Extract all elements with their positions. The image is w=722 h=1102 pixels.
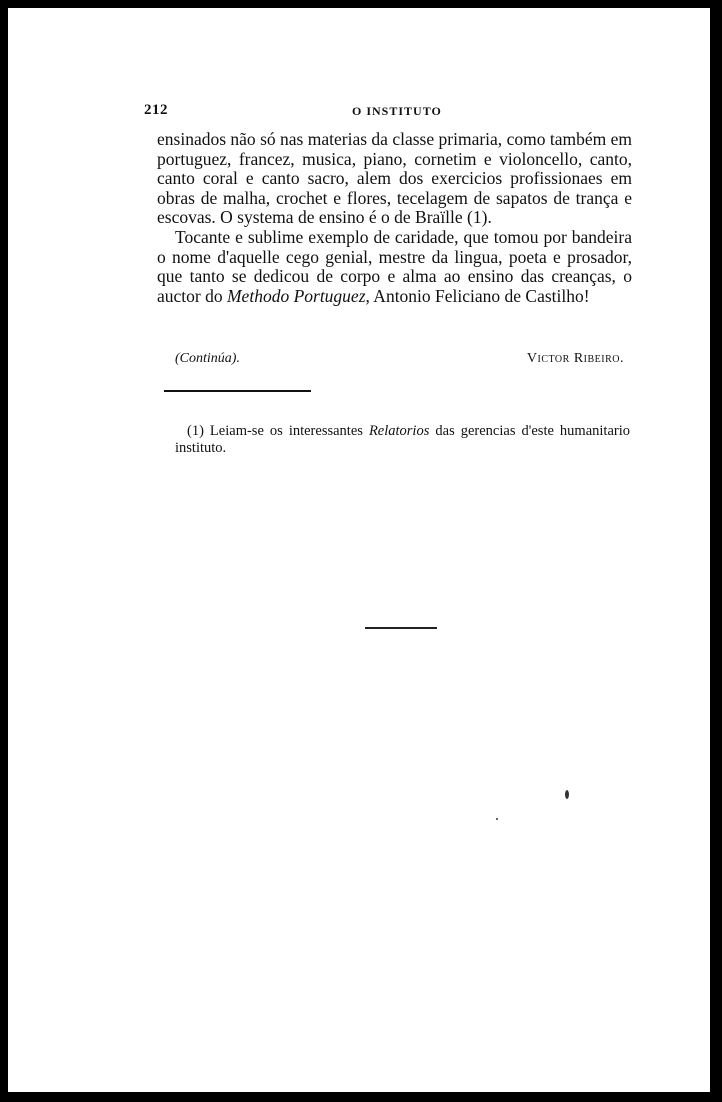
footnote-end: das gerencias d'este humanitario instituto.	[175, 423, 630, 456]
body-text	[157, 130, 632, 306]
running-head: O INSTITUTO	[352, 104, 442, 118]
footnote-italic-relatorios: Relatorios	[368, 423, 430, 439]
footnote-start: (1) Leiam-se os interessantes	[187, 423, 369, 439]
book-title-methodo: Methodo Portuguez	[226, 285, 366, 306]
paragraph-2-end: , Antonio Feliciano de Castilho!	[365, 285, 590, 306]
footnote-divider	[164, 390, 311, 392]
paragraph-1: ensinados não só nas materias da classe primaria, como também em portuguez, francez, musica, piano, cornetim e violoncello, canto, canto coral e canto sacro, alem dos exercicios profissionaes em obras de malha, crochet e flores, tecelagem de sapatos de trança e escovas. O systema de ensino é o de Braïlle (1).	[157, 129, 632, 228]
end-divider	[365, 627, 437, 629]
book-page	[8, 8, 710, 1092]
page-header	[144, 102, 644, 124]
ink-speck-small	[496, 818, 498, 820]
paragraph-2	[157, 228, 632, 306]
continua-label: (Continúa).	[175, 351, 240, 366]
author-name: Victor Ribeiro.	[526, 351, 624, 366]
page-number: 212	[144, 102, 168, 118]
signature-row	[157, 351, 632, 373]
paragraph-2-start: Tocante e sublime exemplo de caridade, que tomou por bandeira o nome d'aquelle cego genial, mestre da lingua, poeta e prosador, que tanto se dedicou de corpo e alma ao ensino das creanças, o auctor do	[157, 226, 632, 306]
ink-speck	[565, 790, 569, 799]
footnote	[175, 423, 630, 457]
